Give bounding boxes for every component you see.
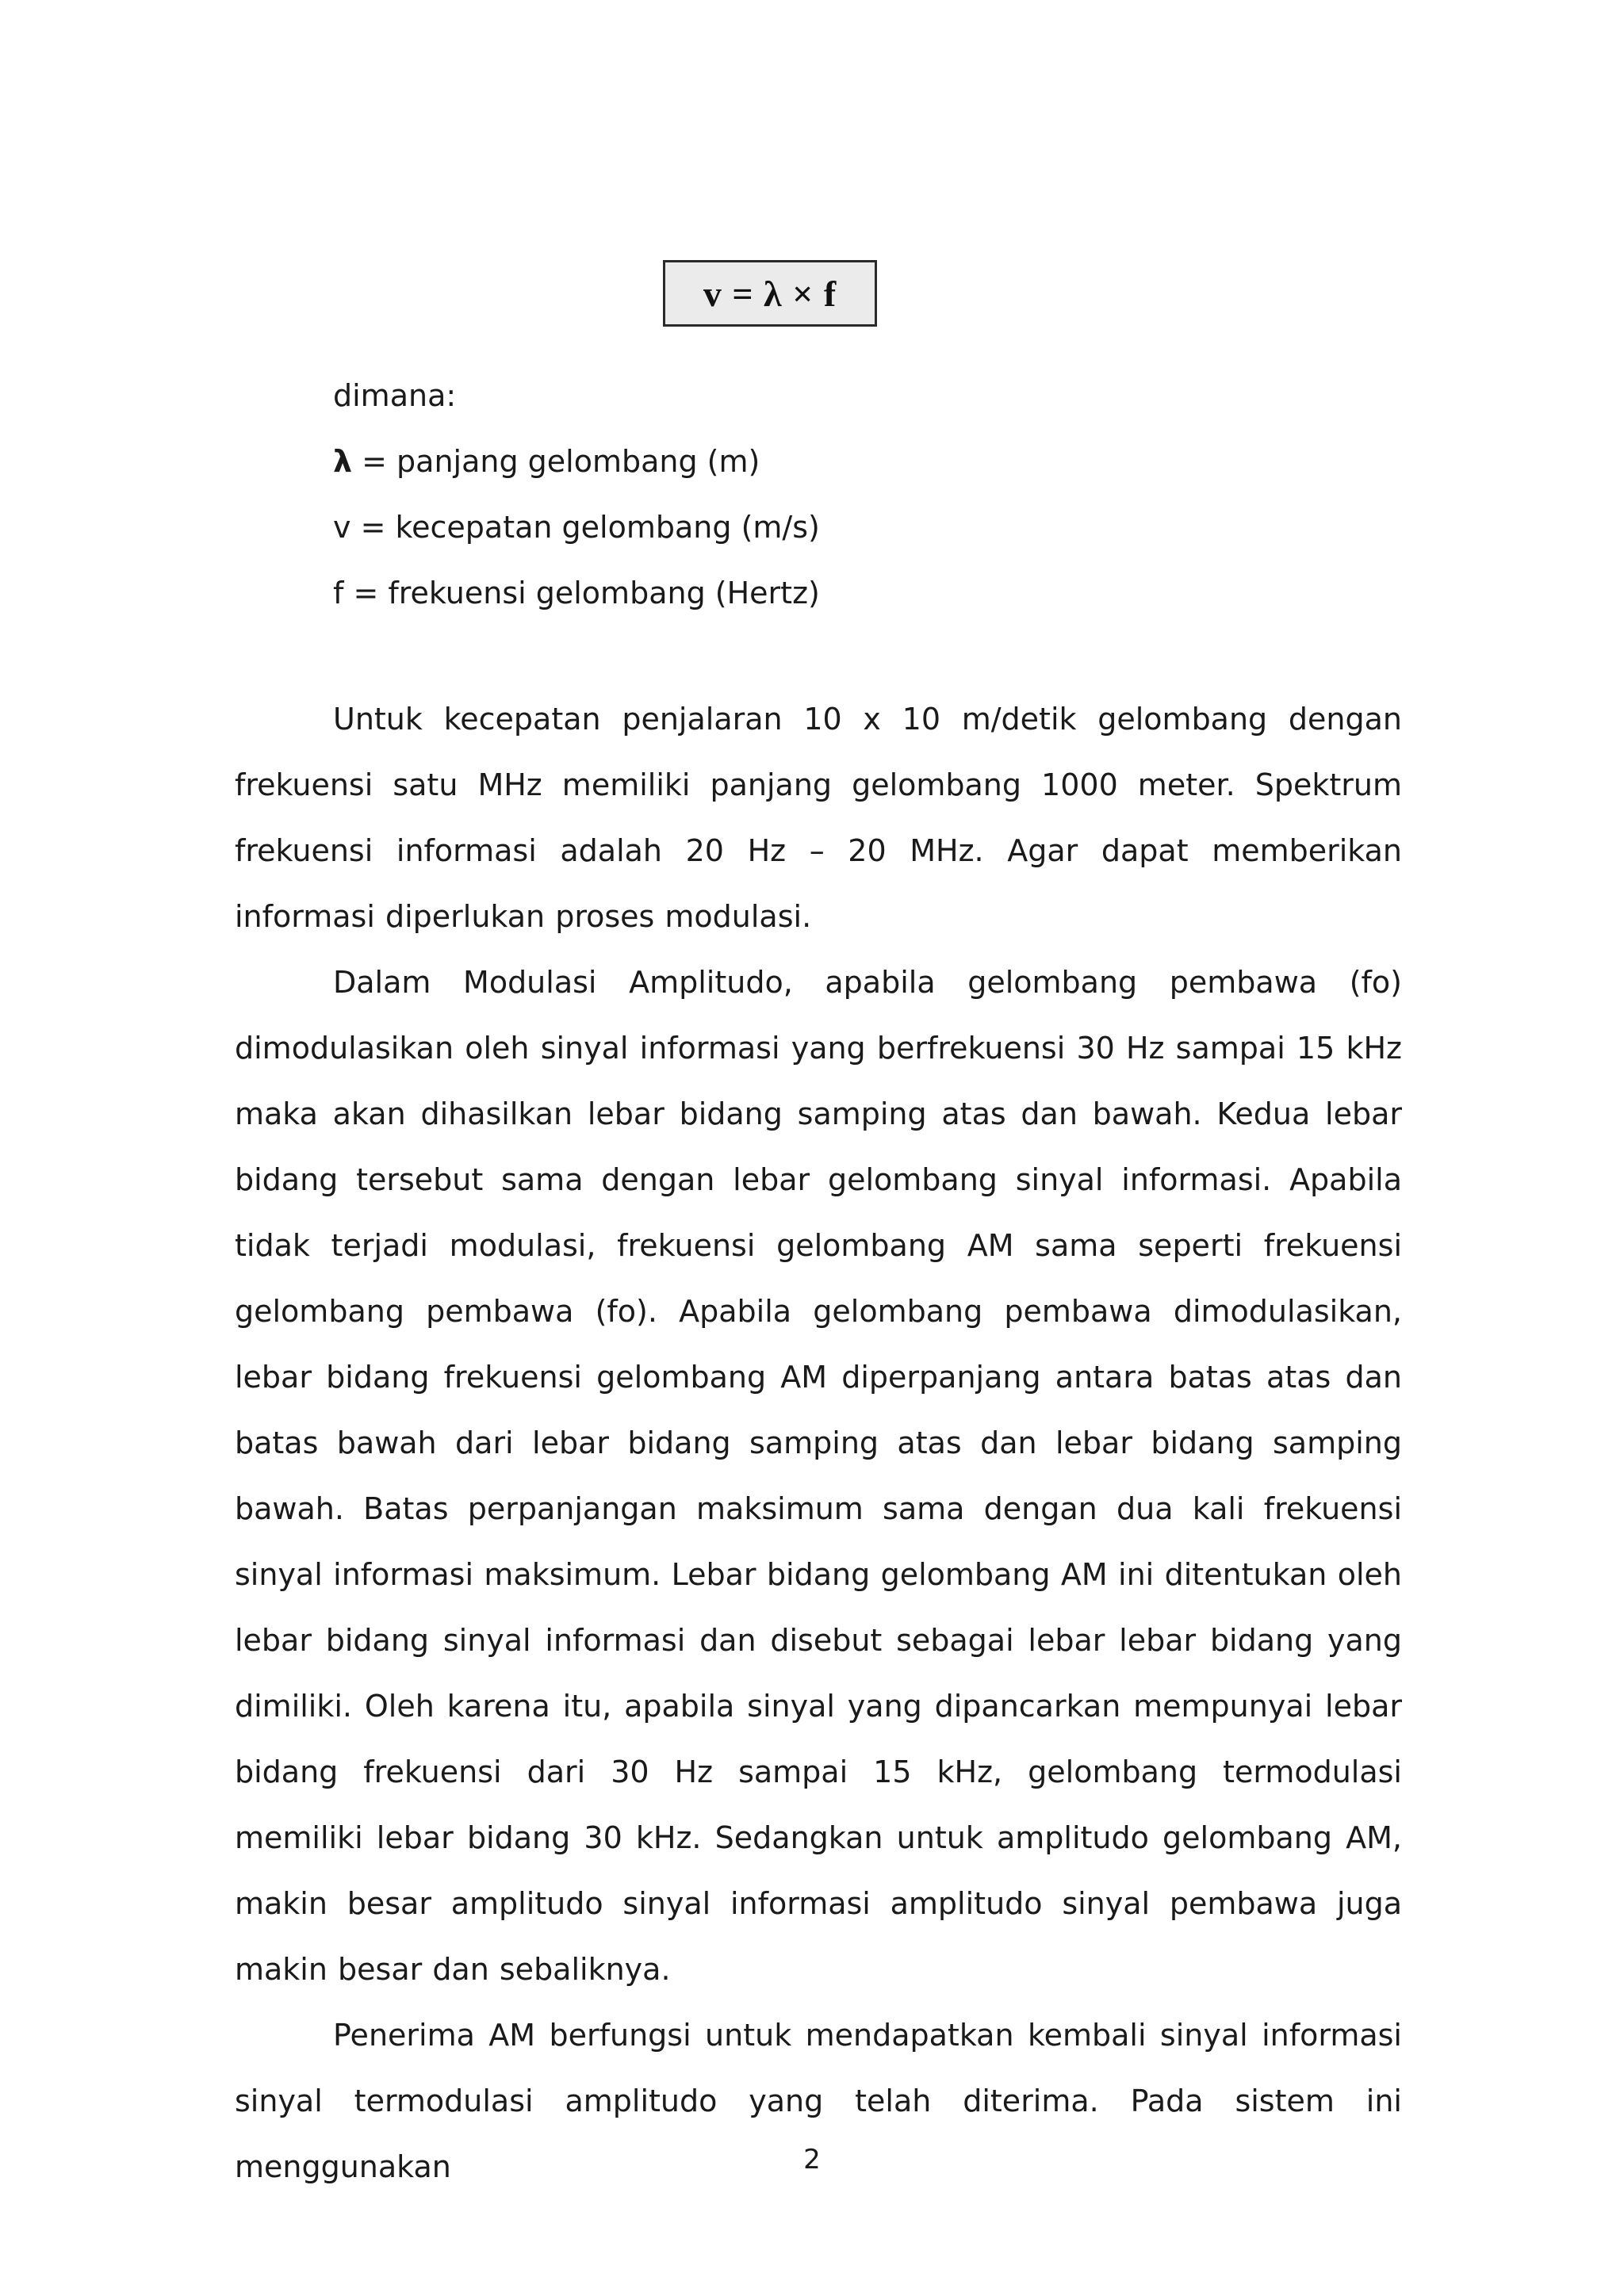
formula-box [663,260,877,327]
definition-text: = panjang gelombang (m) [352,444,760,479]
definition-symbol: v [333,510,351,545]
formula-equation: v = λ × f [703,273,837,314]
page-number: 2 [803,2144,821,2175]
definition-item-frequency [333,561,1126,626]
definition-symbol: λ [333,444,353,479]
definition-symbol: f [333,576,344,610]
definition-text: = frekuensi gelombang (Hertz) [343,576,820,610]
paragraph-amplitude-modulation: Dalam Modulasi Amplitudo, apabila gelombang pembawa (fo) dimodulasikan oleh sinyal informasi yang berfrekuensi 30 Hz sampai 15 kHz maka akan dihasilkan lebar bidang samping atas dan bawah. Kedua lebar bidang tersebut sama dengan lebar gelombang sinyal informasi. Apabila tidak terjadi modulasi, frekuensi gelombang AM sama seperti frekuensi gelombang pembawa (fo). Apabila gelombang pembawa dimodulasikan, lebar bidang frekuensi gelombang AM diperpanjang antara batas atas dan batas bawah dari lebar bidang samping atas dan lebar bidang samping bawah. Batas perpanjangan maksimum sama dengan dua kali frekuensi sinyal informasi maksimum. Lebar bidang gelombang AM ini ditentukan oleh lebar bidang sinyal informasi dan disebut sebagai lebar lebar bidang yang dimiliki. Oleh karena itu, apabila sinyal yang dipancarkan mempunyai lebar bidang frekuensi dari 30 Hz sampai 15 kHz, gelombang termodulasi memiliki lebar bidang 30 kHz. Sedangkan untuk amplitudo gelombang AM, makin besar amplitudo sinyal informasi amplitudo sinyal pembawa juga makin besar dan sebaliknya. [235,965,1402,1987]
paragraph-propagation: Untuk kecepatan penjalaran 10 x 10 m/detik gelombang dengan frekuensi satu MHz memiliki panjang gelombang 1000 meter. Spektrum frekuensi informasi adalah 20 Hz – 20 MHz. Agar dapat memberikan informasi diperlukan proses modulasi. [235,702,1402,934]
variable-definitions [333,363,1126,626]
definitions-intro: dimana: [333,378,457,413]
body-text [235,687,1402,2200]
definition-text: = kecepatan gelombang (m/s) [350,510,820,545]
definition-item-velocity [333,495,1126,561]
paragraph-am-receiver: Penerima AM berfungsi untuk mendapatkan kembali sinyal informasi sinyal termodulasi amplitudo yang telah diterima. Pada sistem ini menggunakan [235,2018,1402,2184]
definition-item-wavelength [333,429,1126,495]
